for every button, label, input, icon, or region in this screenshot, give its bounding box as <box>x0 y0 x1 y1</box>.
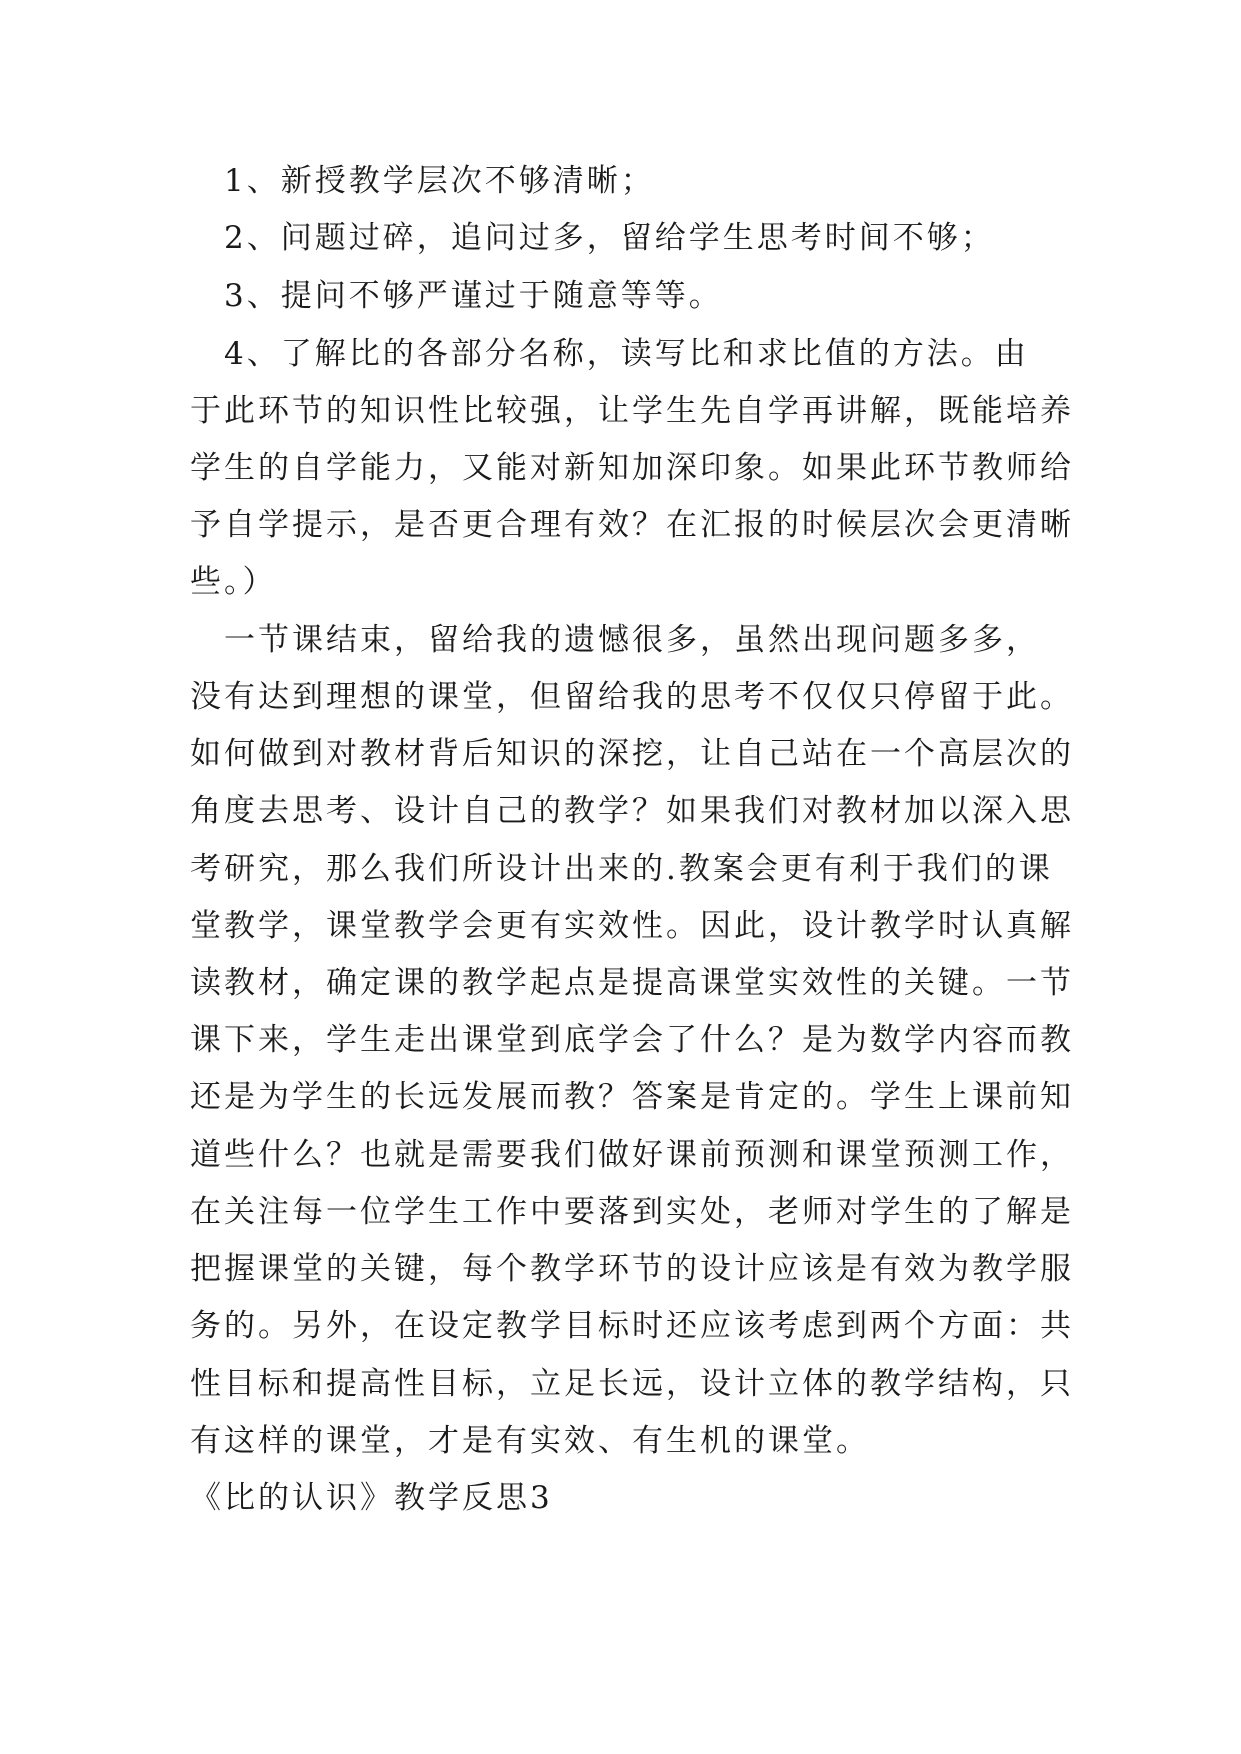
text-line: 些。） <box>190 564 277 600</box>
text-line: 角度去思考、设计自己的教学？如果我们对教材加以深入思 <box>190 793 1074 829</box>
text-line: 课下来，学生走出课堂到底学会了什么？是为数学内容而教 <box>190 1022 1074 1058</box>
text-line: 一节课结束，留给我的遗憾很多，虽然出现问题多多， <box>190 622 1040 658</box>
text-line: 读教材，确定课的教学起点是提高课堂实效性的关键。一节 <box>190 965 1074 1001</box>
text-line: 没有达到理想的课堂，但留给我的思考不仅仅只停留于此。 <box>190 679 1074 715</box>
text-line: 堂教学，课堂教学会更有实效性。因此，设计教学时认真解 <box>190 908 1074 944</box>
text-line: 1、新授教学层次不够清晰； <box>190 163 655 199</box>
text-line: 2、问题过碎，追问过多，留给学生思考时间不够； <box>190 220 995 256</box>
text-line: 予自学提示，是否更合理有效？在汇报的时候层次会更清晰 <box>190 507 1074 543</box>
text-line: 务的。另外，在设定教学目标时还应该考虑到两个方面：共 <box>190 1308 1074 1344</box>
text-line: 在关注每一位学生工作中要落到实处，老师对学生的了解是 <box>190 1194 1074 1230</box>
text-line: 考研究，那么我们所设计出来的.教案会更有利于我们的课 <box>190 851 1053 887</box>
text-line: 还是为学生的长远发展而教？答案是肯定的。学生上课前知 <box>190 1079 1074 1115</box>
text-line: 有这样的课堂，才是有实效、有生机的课堂。 <box>190 1423 870 1459</box>
text-line: 学生的自学能力，又能对新知加深印象。如果此环节教师给 <box>190 450 1074 486</box>
text-line: 3、提问不够严谨过于随意等等。 <box>190 278 723 314</box>
text-line: 性目标和提高性目标，立足长远，设计立体的教学结构，只 <box>190 1366 1074 1402</box>
section-heading: 《比的认识》教学反思3 <box>190 1480 553 1516</box>
text-line: 道些什么？也就是需要我们做好课前预测和课堂预测工作， <box>190 1137 1074 1173</box>
text-line: 把握课堂的关键，每个教学环节的设计应该是有效为教学服 <box>190 1251 1074 1287</box>
text-line: 如何做到对教材背后知识的深挖，让自己站在一个高层次的 <box>190 736 1074 772</box>
text-line: 于此环节的知识性比较强，让学生先自学再讲解，既能培养 <box>190 393 1074 429</box>
text-line: 4、了解比的各部分名称，读写比和求比值的方法。由 <box>190 336 1029 372</box>
